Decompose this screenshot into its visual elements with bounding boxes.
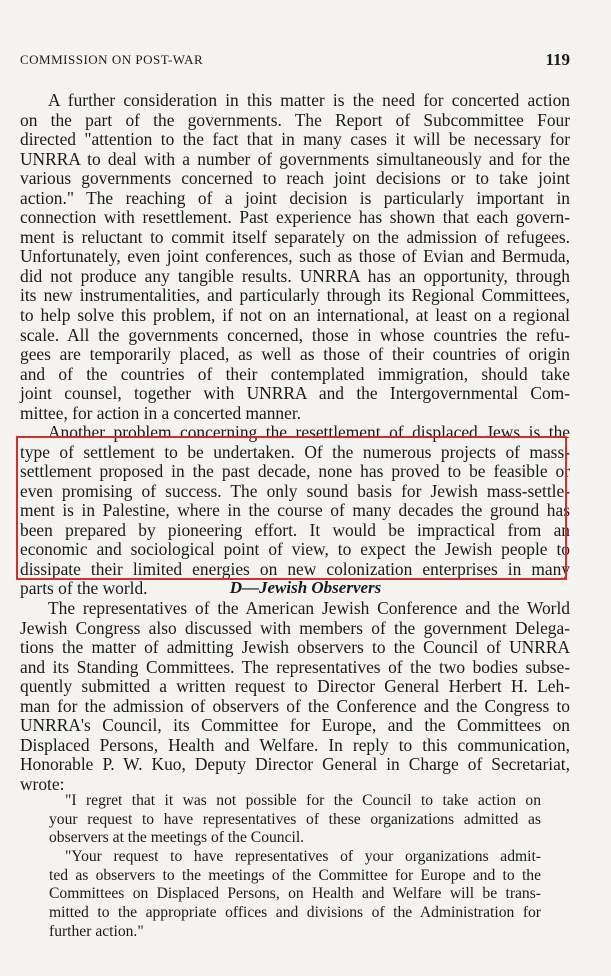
text-line: ment is in Palestine, where in the course of many decades the ground has — [20, 500, 570, 521]
text-line: joint counsel, together with UNRRA and the Intergovernmental Com- — [20, 383, 570, 404]
text-line: connection with resettlement. Past experience has shown that each govern- — [20, 207, 570, 228]
text-line: observers at the meetings of the Council. — [49, 829, 305, 847]
text-line: "I regret that it was not possible for the Council to take action on — [65, 792, 541, 809]
text-line: Jewish Congress also discussed with members of the government Delega- — [20, 617, 570, 638]
text-line: its new instrumentalities, and particularly through its Regional Committees, — [20, 285, 570, 306]
paragraph-jewish-observers — [20, 599, 570, 794]
text-line: The representatives of the American Jewish Conference and the World — [48, 598, 570, 618]
text-line: Honorable P. W. Kuo, Deputy Director General in Charge of Secretariat, — [20, 754, 570, 775]
text-line: even promising of success. The only sound basis for Jewish mass-settle- — [20, 480, 570, 501]
text-line: mittee, for action in a concerted manner. — [20, 402, 302, 423]
text-line: Another problem concerning the resettlement of displaced Jews is the — [48, 422, 570, 442]
text-line: on the part of the governments. The Report of Subcommittee Four — [20, 109, 570, 130]
text-line: parts of the world. — [20, 578, 148, 599]
text-line: settlement proposed in the past decade, none has proved to be feasible or — [20, 461, 570, 482]
text-line: wrote: — [20, 773, 65, 794]
text-line: man for the admission of observers of the Conference and the Congress to — [20, 695, 570, 716]
text-line: ted as observers to the meetings of the Committee for Europe and to the — [49, 866, 541, 884]
text-line: economic and sociological point of view, to expect the Jewish people to — [20, 539, 570, 560]
text-line: and its Standing Committees. The representatives of the two bodies subse- — [20, 656, 570, 677]
text-line: type of settlement to be undertaken. Of the numerous projects of mass- — [20, 441, 570, 462]
text-line: UNRRA's Council, its Committee for Europe, and the Committees on — [20, 715, 570, 736]
page-number: 119 — [545, 50, 570, 69]
running-header — [20, 52, 570, 68]
text-line: mitted to the appropriate offices and divisions of the Administration for — [49, 904, 541, 922]
text-line: ment is reluctant to commit itself separately on the admission of refugees. — [20, 226, 570, 247]
text-line: action." The reaching of a joint decision is particularly important in — [20, 187, 570, 208]
text-line: various governments concerned to reach joint decisions or to take joint — [20, 168, 570, 189]
highlight-box — [16, 436, 567, 580]
text-line: gees are temporarily placed, as well as those of their countries of origin — [20, 344, 570, 365]
text-line: directed "attention to the fact that in many cases it will be necessary for — [20, 129, 570, 150]
text-line: scale. All the governments concerned, those in whose countries the refu- — [20, 324, 570, 345]
text-line: tions the matter of admitting Jewish observers to the Council of UNRRA — [20, 637, 570, 658]
text-line: Committees on Displaced Persons, on Health and Welfare will be trans- — [49, 885, 541, 903]
text-line: did not produce any tangible results. UNRRA has an opportunity, through — [20, 265, 570, 286]
text-line: and of the countries of their contemplated immigration, should take — [20, 363, 570, 384]
text-line: A further consideration in this matter is the need for concerted action — [48, 90, 570, 110]
text-line: "Your request to have representatives of your organizations admit- — [65, 848, 541, 865]
section-heading: D—Jewish Observers — [229, 578, 382, 597]
text-line: Unfortunately, even joint conferences, such as those of Evian and Bermuda, — [20, 246, 570, 267]
quote-paragraph-1 — [49, 792, 541, 848]
text-line: dissipate their limited energies on new colonization enterprises in many — [20, 558, 570, 579]
paragraph-concerted-action — [20, 91, 570, 423]
text-line: Displaced Persons, Health and Welfare. In reply to this communication, — [20, 734, 570, 755]
text-line: further action." — [49, 922, 144, 940]
text-line: to help solve this problem, if not on an international, at least on a regional — [20, 305, 570, 326]
text-line: been prepared by pioneering effort. It would be impractical from an — [20, 519, 570, 540]
running-title: COMMISSION ON POST-WAR — [20, 52, 204, 67]
quote-paragraph-2 — [49, 848, 541, 941]
text-line: your request to have representatives of these organizations admitted as — [49, 810, 541, 828]
text-line: quently submitted a written request to Director General Herbert H. Leh- — [20, 676, 570, 697]
text-line: UNRRA to deal with a number of governments simultaneously and for the — [20, 148, 570, 169]
